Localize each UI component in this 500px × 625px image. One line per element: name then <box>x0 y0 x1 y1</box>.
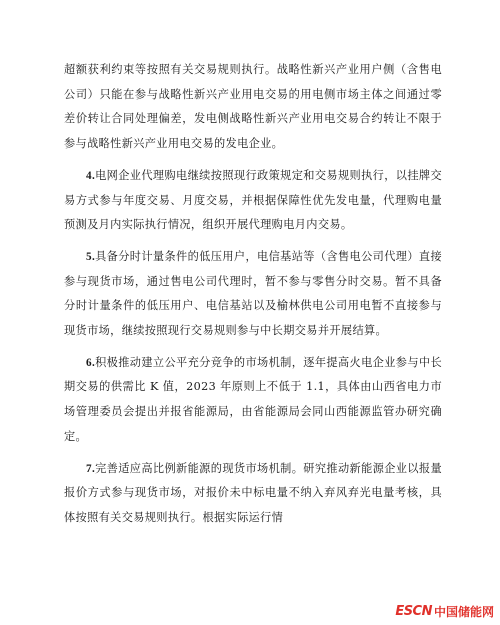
paragraph-number: 7. <box>86 462 96 475</box>
watermark-brand-cn: 中国储能网 <box>433 605 494 619</box>
escn-watermark <box>395 605 494 619</box>
paragraph-continuation <box>64 58 442 157</box>
paragraph-item-5 <box>64 245 442 344</box>
paragraph-text: 积极推动建立公平充分竞争的市场机制，逐年提高火电企业参与中长期交易的供需比 K 值，2023 年原则上不低于 1.1，具体由山西省电力市场管理委员会提出并报省能源局，由省能源局会同山西能源监管办研究确定。 <box>64 355 442 443</box>
paragraph-item-6 <box>64 351 442 450</box>
paragraph-text: 超额获利约束等按照有关交易规则执行。战略性新兴产业用户侧（含售电公司）只能在参与战略性新兴产业用电交易的用电侧市场主体之间通过零差价转让合同处理偏差，发电侧战略性新兴产业用电交易合约转让不限于参与战略性新兴产业用电交易的发电企业。 <box>64 63 442 151</box>
paragraph-number: 4. <box>86 169 96 182</box>
paragraph-text: 电网企业代理购电继续按照现行政策规定和交易规则执行，以挂牌交易方式参与年度交易、月度交易，并根据保障性优先发电量，代理购电量预测及月内实际执行情况，组织开展代理购电月内交易。 <box>64 168 442 232</box>
paragraph-number: 5. <box>86 250 96 263</box>
watermark-brand-latin: ESCN <box>395 604 432 619</box>
document-body <box>64 58 442 538</box>
paragraph-text: 完善适应高比例新能源的现货市场机制。研究推动新能源企业以报量报价方式参与现货市场，对报价未中标电量不纳入弃风弃光电量考核，具体按照有关交易规则执行。根据实际运行情 <box>64 461 442 524</box>
paragraph-text: 具备分时计量条件的低压用户，电信基站等（含售电公司代理）直接参与现货市场，通过售电公司代理时，暂不参与零售分时交易。暂不具备分时计量条件的低压用户、电信基站以及榆林供电公司用电暂不直接参与现货市场，继续按照现行交易规则参与中长期交易并开展结算。 <box>64 249 442 338</box>
paragraph-item-4 <box>64 164 442 238</box>
paragraph-number: 6. <box>86 356 96 369</box>
paragraph-item-7 <box>64 457 442 531</box>
